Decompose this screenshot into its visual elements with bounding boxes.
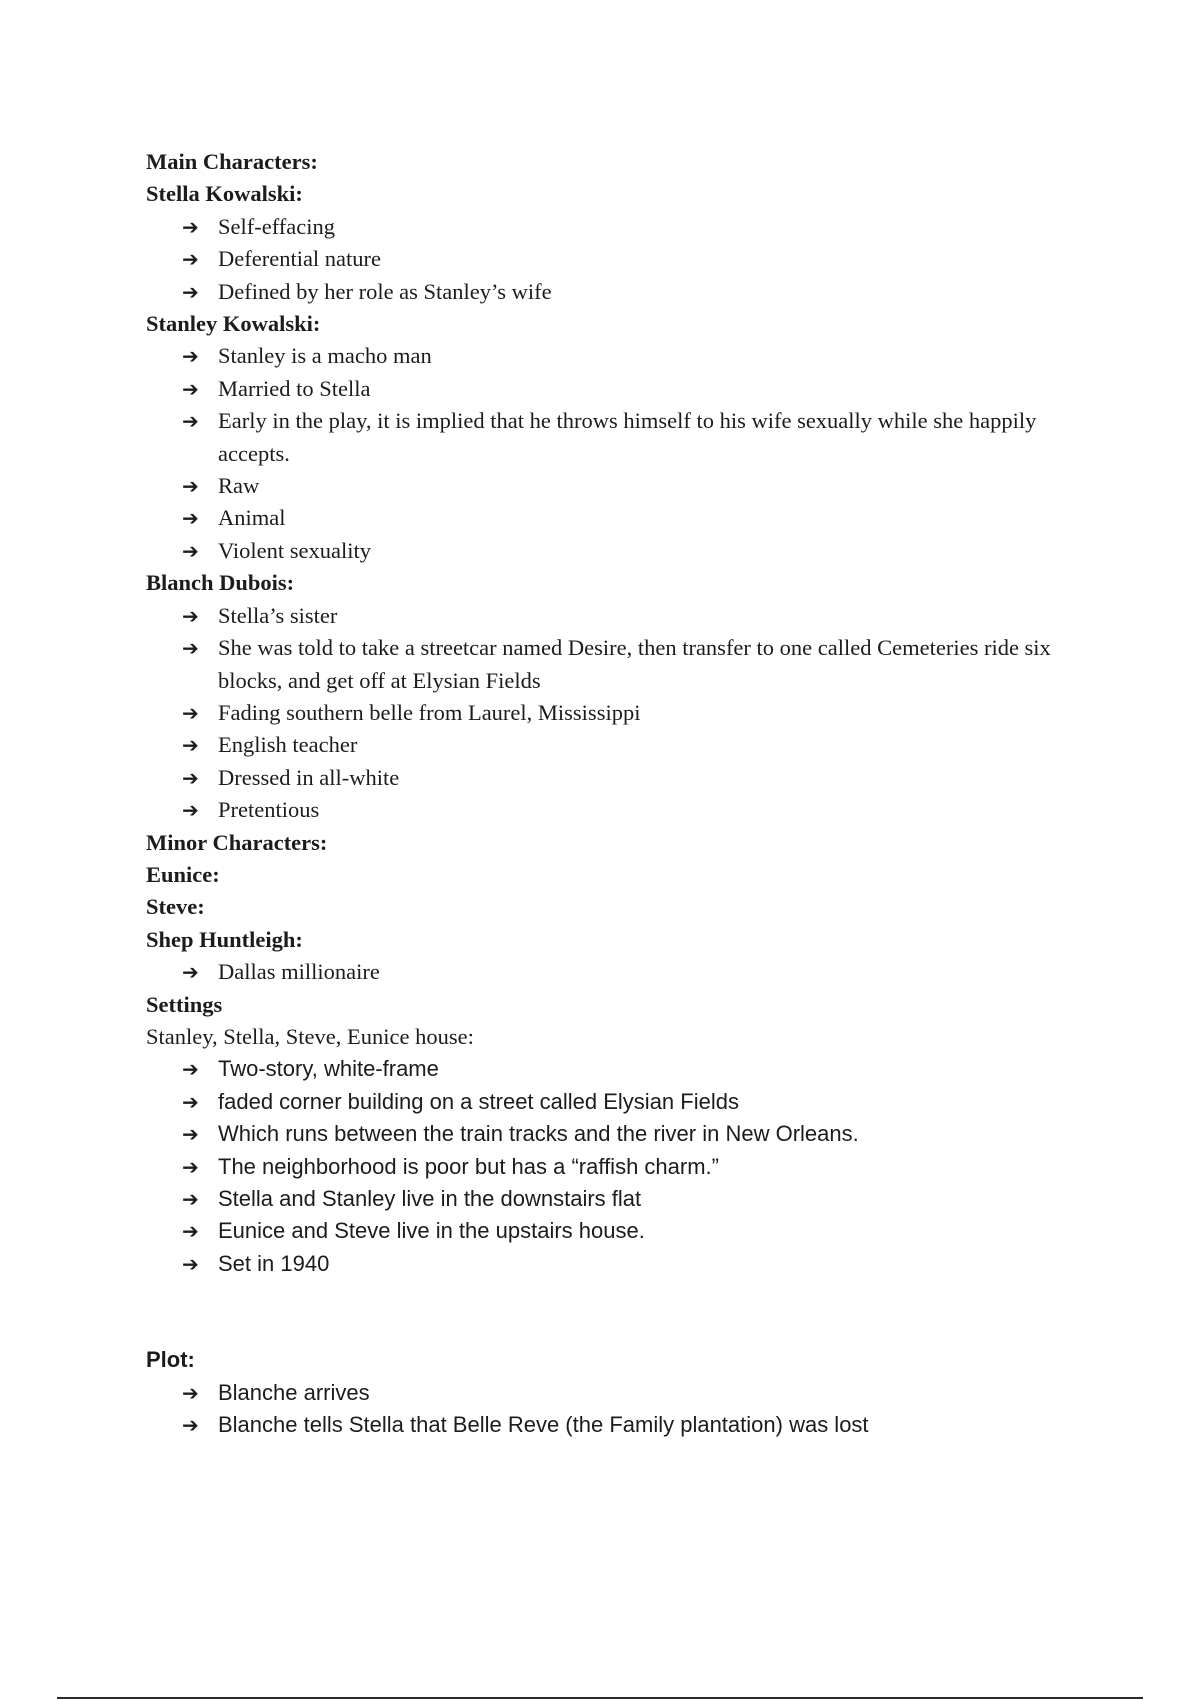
list-item xyxy=(182,729,1106,761)
bullet-text: Fading southern belle from Laurel, Mississippi xyxy=(218,699,641,725)
list-item xyxy=(182,1248,1106,1280)
bullet-text: She was told to take a streetcar named Desire, then transfer to one called Cemeteries ride six blocks, and get off at Elysian Fields xyxy=(218,635,1051,693)
blanch-heading: Blanch Dubois: xyxy=(146,570,295,596)
bullet-text: Early in the play, it is implied that he throws himself to his wife sexually while she happily accepts. xyxy=(218,408,1037,466)
list-item xyxy=(182,243,1106,275)
bullet-text: Dallas millionaire xyxy=(218,959,380,985)
arrow-icon: ➔ xyxy=(182,1089,199,1114)
stella-bullets xyxy=(146,211,1106,308)
bullet-text: faded corner building on a street called Elysian Fields xyxy=(218,1088,739,1114)
arrow-icon: ➔ xyxy=(182,1122,199,1147)
bullet-text: Which runs between the train tracks and the river in New Orleans. xyxy=(218,1121,859,1147)
bullet-text: Stella’s sister xyxy=(218,602,338,628)
arrow-icon: ➔ xyxy=(182,1380,199,1405)
list-item xyxy=(182,600,1106,632)
stella-heading: Stella Kowalski: xyxy=(146,181,303,207)
list-item xyxy=(182,373,1106,405)
bullet-text: Raw xyxy=(218,473,260,499)
arrow-icon: ➔ xyxy=(182,603,199,628)
list-item xyxy=(182,211,1106,243)
bullet-text: Defined by her role as Stanley’s wife xyxy=(218,278,552,304)
arrow-icon: ➔ xyxy=(182,247,199,272)
arrow-icon: ➔ xyxy=(182,1154,199,1179)
settings-heading: Settings xyxy=(146,991,223,1017)
list-item xyxy=(182,632,1106,697)
list-item xyxy=(182,1409,1106,1441)
arrow-icon: ➔ xyxy=(182,376,199,401)
arrow-icon: ➔ xyxy=(182,636,199,661)
list-item xyxy=(182,1377,1106,1409)
bullet-text: Blanche tells Stella that Belle Reve (the Family plantation) was lost xyxy=(218,1412,869,1438)
blanch-bullets xyxy=(146,600,1106,827)
steve-heading: Steve: xyxy=(146,894,205,920)
bullet-text: Stella and Stanley live in the downstairs flat xyxy=(218,1186,642,1211)
arrow-icon: ➔ xyxy=(182,214,199,239)
bullet-text: Animal xyxy=(218,505,286,531)
arrow-icon: ➔ xyxy=(182,409,199,434)
plot-bullets xyxy=(146,1377,1106,1442)
arrow-icon: ➔ xyxy=(182,1413,199,1438)
arrow-icon: ➔ xyxy=(182,506,199,531)
bullet-text: Dressed in all-white xyxy=(218,764,400,790)
minor-characters-heading: Minor Characters: xyxy=(146,829,328,855)
list-item xyxy=(182,1086,1106,1118)
list-item xyxy=(182,697,1106,729)
arrow-icon: ➔ xyxy=(182,344,199,369)
bullet-text: Deferential nature xyxy=(218,246,382,272)
bullet-text: Pretentious xyxy=(218,797,320,823)
list-item xyxy=(182,762,1106,794)
list-item xyxy=(182,535,1106,567)
arrow-icon: ➔ xyxy=(182,733,199,758)
bullet-text: Blanche arrives xyxy=(218,1379,370,1405)
list-item xyxy=(182,1183,1106,1215)
list-item xyxy=(182,1118,1106,1150)
bullet-text: Married to Stella xyxy=(218,375,371,401)
bullet-text: Two-story, white-frame xyxy=(218,1056,439,1082)
arrow-icon: ➔ xyxy=(182,1251,199,1276)
bullet-text: Self-effacing xyxy=(218,213,336,239)
arrow-icon: ➔ xyxy=(182,798,199,823)
arrow-icon: ➔ xyxy=(182,960,199,985)
document-page xyxy=(146,146,1106,1441)
list-item xyxy=(182,1151,1106,1183)
list-item xyxy=(182,1053,1106,1085)
arrow-icon: ➔ xyxy=(182,279,199,304)
arrow-icon: ➔ xyxy=(182,1219,199,1244)
list-item xyxy=(182,1215,1106,1247)
bullet-text: Set in 1940 xyxy=(218,1250,330,1276)
bullet-text: Eunice and Steve live in the upstairs house. xyxy=(218,1218,645,1244)
settings-bullets xyxy=(146,1053,1106,1280)
arrow-icon: ➔ xyxy=(182,700,199,725)
arrow-icon: ➔ xyxy=(182,1187,199,1211)
list-item xyxy=(182,276,1106,308)
list-item xyxy=(182,956,1106,988)
list-item xyxy=(182,502,1106,534)
shep-bullets xyxy=(146,956,1106,988)
shep-heading: Shep Huntleigh: xyxy=(146,926,303,952)
bullet-text: Violent sexuality xyxy=(218,537,371,563)
stanley-bullets xyxy=(146,340,1106,567)
arrow-icon: ➔ xyxy=(182,538,199,563)
arrow-icon: ➔ xyxy=(182,474,199,499)
list-item xyxy=(182,470,1106,502)
list-item xyxy=(182,794,1106,826)
bullet-text: Stanley is a macho man xyxy=(218,343,432,369)
arrow-icon: ➔ xyxy=(182,765,199,790)
settings-subheading: Stanley, Stella, Steve, Eunice house: xyxy=(146,1023,474,1049)
arrow-icon: ➔ xyxy=(182,1057,199,1082)
list-item xyxy=(182,340,1106,372)
bullet-text: English teacher xyxy=(218,732,358,758)
plot-heading: Plot: xyxy=(146,1347,195,1373)
stanley-heading: Stanley Kowalski: xyxy=(146,311,321,337)
page-bottom-rule xyxy=(57,1697,1143,1699)
list-item xyxy=(182,405,1106,470)
main-characters-heading: Main Characters: xyxy=(146,149,318,174)
bullet-text: The neighborhood is poor but has a “raffish charm.” xyxy=(218,1153,719,1179)
blank-space xyxy=(146,1280,1106,1344)
eunice-heading: Eunice: xyxy=(146,861,220,887)
